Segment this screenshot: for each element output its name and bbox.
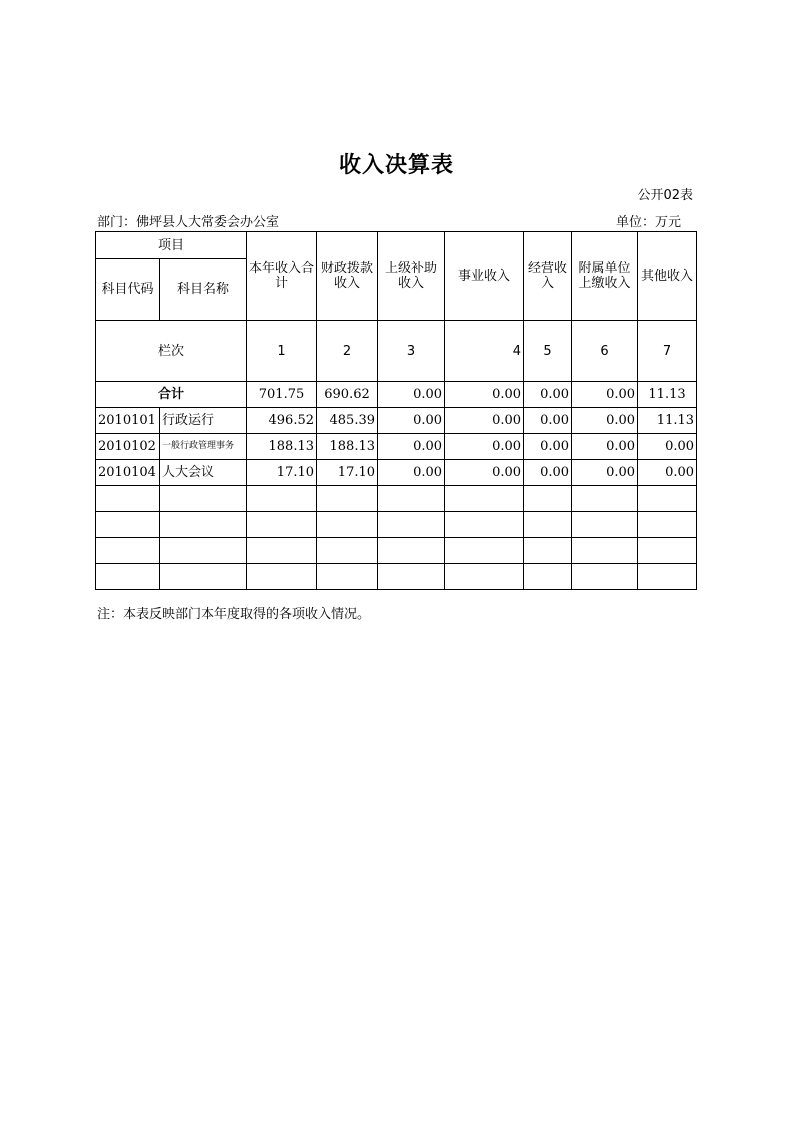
- table-row: [96, 408, 697, 434]
- header-business: 事业收入: [445, 232, 524, 321]
- empty-row: [96, 564, 697, 590]
- row-value: 0.00: [638, 460, 697, 486]
- department-label: 部门：佛坪县人大常委会办公室: [97, 215, 280, 230]
- total-value: 0.00: [572, 382, 638, 408]
- row-value: 11.13: [638, 408, 697, 434]
- row-value: 188.13: [247, 434, 317, 460]
- column-index-1: 1: [247, 321, 317, 382]
- row-value: 0.00: [445, 460, 524, 486]
- empty-row: [96, 486, 697, 512]
- row-value: 17.10: [317, 460, 378, 486]
- footnote: 注：本表反映部门本年度取得的各项收入情况。: [97, 607, 371, 622]
- row-code: 2010101: [96, 408, 160, 434]
- total-value: 690.62: [317, 382, 378, 408]
- row-value: 17.10: [247, 460, 317, 486]
- column-index-7: 7: [638, 321, 697, 382]
- total-row: [96, 382, 697, 408]
- header-superior: 上级补助收入: [378, 232, 445, 321]
- row-value: 0.00: [524, 460, 572, 486]
- row-value: 496.52: [247, 408, 317, 434]
- form-number: 公开02表: [637, 188, 693, 203]
- row-value: 0.00: [378, 434, 445, 460]
- total-label: 合计: [96, 382, 247, 408]
- column-index-2: 2: [317, 321, 378, 382]
- header-name: 科目名称: [160, 259, 247, 321]
- table-row: [96, 434, 697, 460]
- page-title: 收入决算表: [338, 153, 454, 178]
- row-code: 2010102: [96, 434, 160, 460]
- header-other: 其他收入: [638, 232, 697, 321]
- total-value: 701.75: [247, 382, 317, 408]
- income-table: [95, 231, 697, 590]
- column-index-6: 6: [572, 321, 638, 382]
- header-operating: 经营收入: [524, 232, 572, 321]
- header-total-income: 本年收入合计: [247, 232, 317, 321]
- header-fiscal: 财政拨款收入: [317, 232, 378, 321]
- total-value: 0.00: [445, 382, 524, 408]
- column-index-5: 5: [524, 321, 572, 382]
- row-value: 0.00: [378, 408, 445, 434]
- row-value: 0.00: [445, 434, 524, 460]
- empty-row: [96, 512, 697, 538]
- row-value: 188.13: [317, 434, 378, 460]
- header-code: 科目代码: [96, 259, 160, 321]
- table-row: [96, 460, 697, 486]
- row-value: 0.00: [572, 434, 638, 460]
- header-item: 项目: [96, 232, 247, 259]
- column-index-4: 4: [445, 321, 524, 382]
- row-value: 0.00: [572, 408, 638, 434]
- row-value: 0.00: [378, 460, 445, 486]
- row-value: 0.00: [445, 408, 524, 434]
- unit-label: 单位：万元: [615, 215, 681, 230]
- row-value: 485.39: [317, 408, 378, 434]
- column-index-3: 3: [378, 321, 445, 382]
- row-code: 2010104: [96, 460, 160, 486]
- row-value: 0.00: [524, 408, 572, 434]
- row-name: 人大会议: [160, 460, 247, 486]
- total-value: 0.00: [524, 382, 572, 408]
- total-value: 0.00: [378, 382, 445, 408]
- row-name: 一般行政管理事务: [160, 434, 247, 460]
- row-value: 0.00: [638, 434, 697, 460]
- row-name: 行政运行: [160, 408, 247, 434]
- total-value: 11.13: [638, 382, 697, 408]
- row-value: 0.00: [524, 434, 572, 460]
- empty-row: [96, 538, 697, 564]
- row-value: 0.00: [572, 460, 638, 486]
- column-index-label: 栏次: [96, 321, 247, 382]
- header-affiliated: 附属单位上缴收入: [572, 232, 638, 321]
